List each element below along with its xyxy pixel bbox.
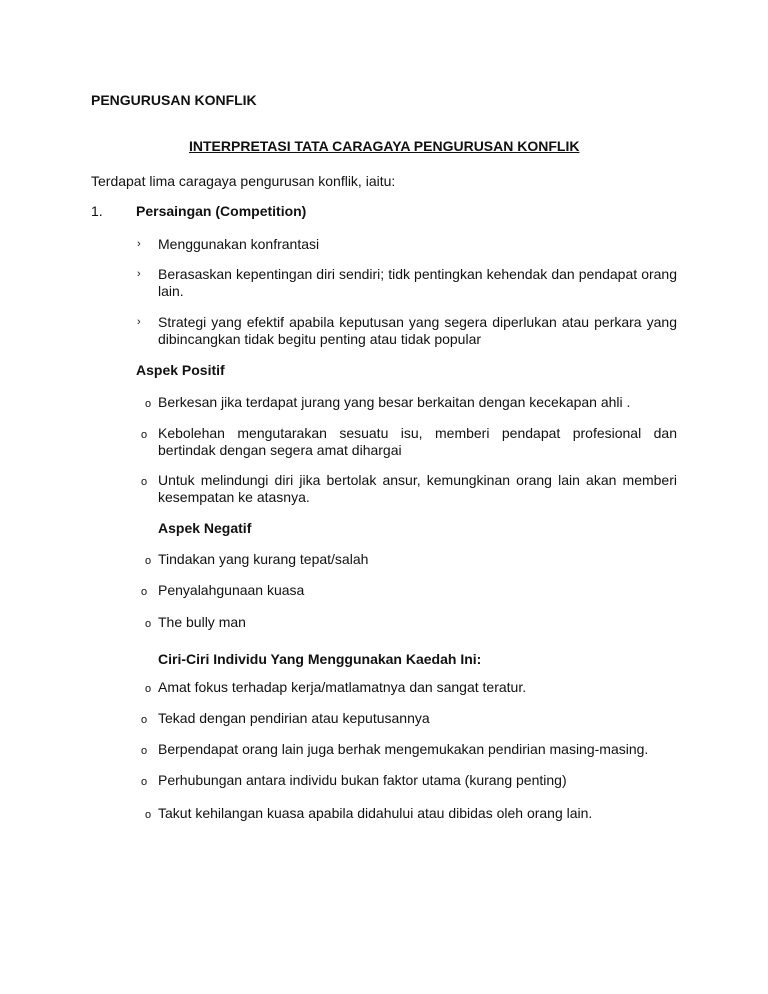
circle-bullet-icon: o bbox=[141, 476, 148, 488]
document-title: PENGURUSAN KONFLIK bbox=[91, 92, 257, 108]
positive-item: Untuk melindungi diri jika bertolak ansur, kemungkinan orang lain akan memberi kesempatan ke atasnya. bbox=[158, 472, 677, 505]
arrow-bullet-icon: › bbox=[137, 238, 141, 250]
circle-bullet-icon: o bbox=[145, 809, 152, 821]
positive-item: Berkesan jika terdapat jurang yang besar berkaitan dengan kecekapan ahli . bbox=[158, 394, 631, 410]
characteristic-item: Berpendapat orang lain juga berhak mengemukakan pendirian masing-masing. bbox=[158, 741, 649, 757]
arrow-bullet-icon: › bbox=[137, 316, 141, 328]
circle-bullet-icon: o bbox=[145, 555, 152, 567]
circle-bullet-icon: o bbox=[145, 398, 152, 410]
bullet-item: Strategi yang efektif apabila keputusan yang segera diperlukan atau perkara yang dibincangkan tidak begitu penting atau tidak popular bbox=[158, 314, 677, 347]
circle-bullet-icon: o bbox=[145, 618, 152, 630]
characteristic-item: Tekad dengan pendirian atau keputusannya bbox=[158, 710, 430, 726]
circle-bullet-icon: o bbox=[145, 683, 152, 695]
characteristic-item: Amat fokus terhadap kerja/matlamatnya dan sangat teratur. bbox=[158, 679, 527, 695]
ciri-ciri-heading: Ciri-Ciri Individu Yang Menggunakan Kaedah Ini: bbox=[158, 651, 482, 667]
circle-bullet-icon: o bbox=[141, 745, 148, 757]
circle-bullet-icon: o bbox=[141, 714, 148, 726]
negative-item: Tindakan yang kurang tepat/salah bbox=[158, 551, 369, 567]
characteristic-item: Perhubungan antara individu bukan faktor utama (kurang penting) bbox=[158, 772, 567, 788]
characteristic-item: Takut kehilangan kuasa apabila didahului atau dibidas oleh orang lain. bbox=[158, 805, 593, 821]
positive-item: Kebolehan mengutarakan sesuatu isu, memberi pendapat profesional dan bertindak dengan segera amat dihargai bbox=[158, 425, 677, 458]
bullet-item: Berasaskan kepentingan diri sendiri; tidk pentingkan kehendak dan pendapat orang lain. bbox=[158, 266, 677, 299]
negative-item: Penyalahgunaan kuasa bbox=[158, 582, 305, 598]
circle-bullet-icon: o bbox=[141, 429, 148, 441]
negative-item: The bully man bbox=[158, 614, 246, 630]
arrow-bullet-icon: › bbox=[137, 268, 141, 280]
section-heading: Persaingan (Competition) bbox=[136, 203, 307, 219]
circle-bullet-icon: o bbox=[141, 586, 148, 598]
document-subtitle: INTERPRETASI TATA CARAGAYA PENGURUSAN KONFLIK bbox=[189, 138, 580, 154]
section-number: 1. bbox=[91, 203, 103, 219]
intro-paragraph: Terdapat lima caragaya pengurusan konflik, iaitu: bbox=[91, 173, 396, 189]
bullet-item: Menggunakan konfrantasi bbox=[158, 236, 320, 252]
aspek-negatif-heading: Aspek Negatif bbox=[158, 520, 252, 536]
aspek-positif-heading: Aspek Positif bbox=[136, 362, 225, 378]
circle-bullet-icon: o bbox=[141, 776, 148, 788]
